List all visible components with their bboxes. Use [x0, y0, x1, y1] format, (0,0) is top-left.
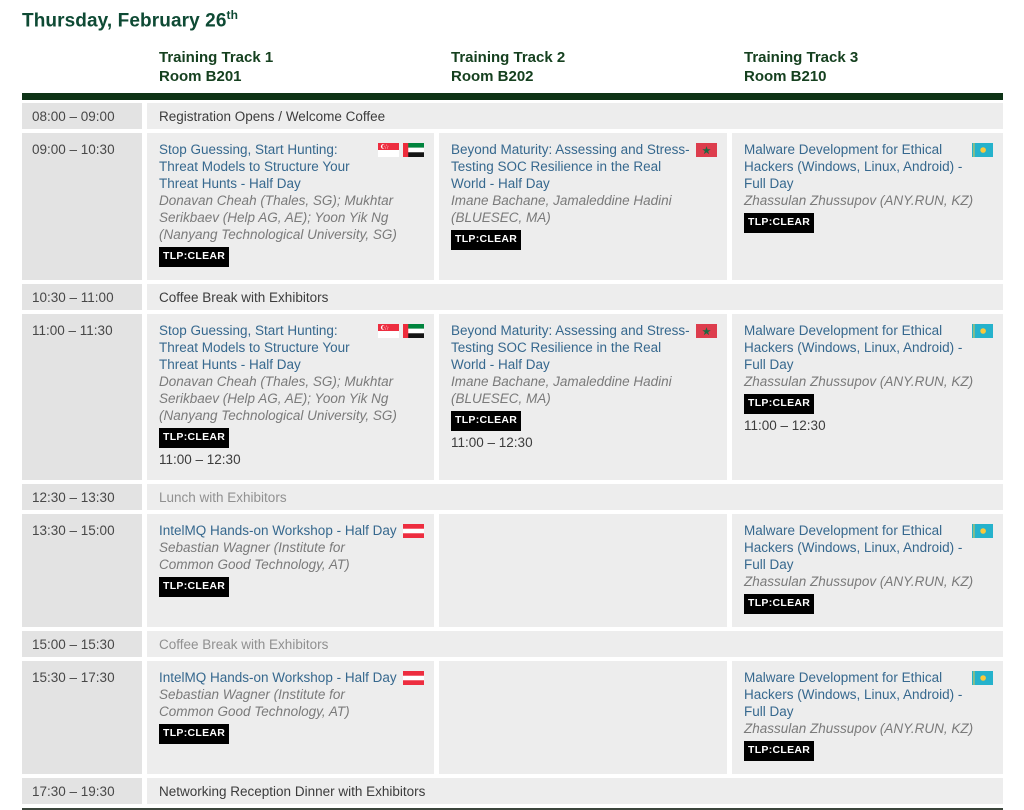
flags — [403, 524, 424, 538]
event-label-cell: Registration Opens / Welcome Coffee — [147, 103, 1003, 129]
session-speakers: Donavan Cheah (Thales, SG); Mukhtar Serikbaev (Help AG, AE); Yoon Yik Ng (Nanyang Technological University, SG) — [159, 193, 397, 243]
tlp-clear-badge: TLP:CLEAR — [744, 213, 814, 233]
track-header-2 — [439, 48, 727, 93]
time-cell: 11:00 – 11:30 — [22, 314, 142, 480]
event-label-cell: Coffee Break with Exhibitors — [147, 631, 1003, 657]
flags — [696, 143, 717, 157]
tlp-clear-badge: TLP:CLEAR — [159, 247, 229, 267]
session-time: 11:00 – 12:30 — [744, 418, 826, 434]
session-title-link[interactable]: Beyond Maturity: Assessing and Stress-Testing SOC Resilience in the Real World - Half Day — [451, 142, 690, 192]
tlp-clear-badge: TLP:CLEAR — [744, 394, 814, 414]
event-label-cell: Networking Reception Dinner with Exhibitors — [147, 778, 1003, 804]
session-speakers: Zhassulan Zhussupov (ANY.RUN, KZ) — [744, 193, 974, 209]
flag-kazakhstan-icon — [972, 524, 993, 538]
flag-kazakhstan-icon — [972, 671, 993, 685]
session-cell — [732, 314, 1003, 480]
table-header-row — [22, 48, 1003, 93]
track-header-3 — [732, 48, 1003, 93]
session-title-link[interactable]: Stop Guessing, Start Hunting: Threat Models to Structure Your Threat Hunts - Half Day — [159, 323, 350, 373]
tlp-clear-badge: TLP:CLEAR — [159, 428, 229, 448]
header-spacer — [22, 48, 142, 93]
session-title-link[interactable]: Beyond Maturity: Assessing and Stress-Testing SOC Resilience in the Real World - Half Day — [451, 323, 690, 373]
flags — [378, 143, 424, 157]
time-cell: 08:00 – 09:00 — [22, 103, 142, 129]
schedule-row — [22, 314, 1003, 480]
page-title-ordinal: th — [226, 8, 239, 22]
schedule-body — [22, 103, 1003, 804]
session-cell — [147, 514, 434, 627]
flags — [972, 524, 993, 538]
schedule-row — [22, 103, 1003, 129]
session-cell — [732, 133, 1003, 280]
time-cell: 10:30 – 11:00 — [22, 284, 142, 310]
page-title — [22, 8, 1003, 32]
time-cell: 17:30 – 19:30 — [22, 778, 142, 804]
session-speakers: Zhassulan Zhussupov (ANY.RUN, KZ) — [744, 374, 974, 390]
time-cell: 13:30 – 15:00 — [22, 514, 142, 627]
session-time: 11:00 – 12:30 — [159, 452, 241, 468]
flag-uae-icon — [403, 324, 424, 338]
empty-cell — [439, 661, 727, 774]
session-speakers: Sebastian Wagner (Institute for Common Good Technology, AT) — [159, 540, 350, 573]
event-label-cell: Coffee Break with Exhibitors — [147, 284, 1003, 310]
tlp-clear-badge: TLP:CLEAR — [744, 594, 814, 614]
tlp-clear-badge: TLP:CLEAR — [451, 411, 521, 431]
flags — [972, 671, 993, 685]
session-cell — [147, 661, 434, 774]
schedule-row — [22, 284, 1003, 310]
session-title-link[interactable]: IntelMQ Hands-on Workshop - Half Day — [159, 670, 397, 686]
time-cell: 15:30 – 17:30 — [22, 661, 142, 774]
flag-austria-icon — [403, 524, 424, 538]
session-cell — [439, 133, 727, 280]
track-room: Room B202 — [451, 68, 534, 86]
track-header-1 — [147, 48, 434, 93]
time-cell: 12:30 – 13:30 — [22, 484, 142, 510]
schedule-row — [22, 631, 1003, 657]
flags — [378, 324, 424, 338]
session-speakers: Imane Bachane, Jamaleddine Hadini (BLUESEC, MA) — [451, 374, 672, 407]
flag-morocco-icon — [696, 324, 717, 338]
session-speakers: Zhassulan Zhussupov (ANY.RUN, KZ) — [744, 721, 974, 737]
track-name: Training Track 1 — [159, 49, 274, 67]
session-speakers: Sebastian Wagner (Institute for Common Good Technology, AT) — [159, 687, 350, 720]
schedule-row — [22, 133, 1003, 280]
session-time: 11:00 – 12:30 — [451, 435, 533, 451]
flag-austria-icon — [403, 671, 424, 685]
flag-singapore-icon — [378, 324, 399, 338]
flags — [403, 671, 424, 685]
session-title-link[interactable]: Stop Guessing, Start Hunting: Threat Models to Structure Your Threat Hunts - Half Day — [159, 142, 350, 192]
session-cell — [732, 514, 1003, 627]
session-speakers: Zhassulan Zhussupov (ANY.RUN, KZ) — [744, 574, 974, 590]
time-cell: 09:00 – 10:30 — [22, 133, 142, 280]
session-title-link[interactable]: Malware Development for Ethical Hackers (Windows, Linux, Android) - Full Day — [744, 523, 963, 573]
track-name: Training Track 3 — [744, 49, 859, 67]
flags — [972, 324, 993, 338]
tlp-clear-badge: TLP:CLEAR — [451, 230, 521, 250]
session-speakers: Imane Bachane, Jamaleddine Hadini (BLUESEC, MA) — [451, 193, 672, 226]
schedule-row — [22, 661, 1003, 774]
time-cell: 15:00 – 15:30 — [22, 631, 142, 657]
header-divider-bar — [22, 93, 1003, 100]
empty-cell — [439, 514, 727, 627]
page-title-text: Thursday, February 26 — [22, 10, 227, 32]
schedule-row — [22, 484, 1003, 510]
tlp-clear-badge: TLP:CLEAR — [744, 741, 814, 761]
track-room: Room B210 — [744, 68, 827, 86]
session-title-link[interactable]: Malware Development for Ethical Hackers (Windows, Linux, Android) - Full Day — [744, 323, 963, 373]
session-cell — [732, 661, 1003, 774]
flag-kazakhstan-icon — [972, 143, 993, 157]
track-name: Training Track 2 — [451, 49, 566, 67]
flag-morocco-icon — [696, 143, 717, 157]
session-cell — [147, 133, 434, 280]
session-title-link[interactable]: IntelMQ Hands-on Workshop - Half Day — [159, 523, 397, 539]
schedule-row — [22, 778, 1003, 804]
session-title-link[interactable]: Malware Development for Ethical Hackers (Windows, Linux, Android) - Full Day — [744, 670, 963, 720]
flag-uae-icon — [403, 143, 424, 157]
session-cell — [439, 314, 727, 480]
session-title-link[interactable]: Malware Development for Ethical Hackers (Windows, Linux, Android) - Full Day — [744, 142, 963, 192]
flags — [696, 324, 717, 338]
flags — [972, 143, 993, 157]
schedule-row — [22, 514, 1003, 627]
track-room: Room B201 — [159, 68, 242, 86]
flag-singapore-icon — [378, 143, 399, 157]
session-cell — [147, 314, 434, 480]
event-label-cell: Lunch with Exhibitors — [147, 484, 1003, 510]
tlp-clear-badge: TLP:CLEAR — [159, 724, 229, 744]
tlp-clear-badge: TLP:CLEAR — [159, 577, 229, 597]
flag-kazakhstan-icon — [972, 324, 993, 338]
schedule-page — [22, 8, 1003, 810]
session-speakers: Donavan Cheah (Thales, SG); Mukhtar Serikbaev (Help AG, AE); Yoon Yik Ng (Nanyang Technological University, SG) — [159, 374, 397, 424]
